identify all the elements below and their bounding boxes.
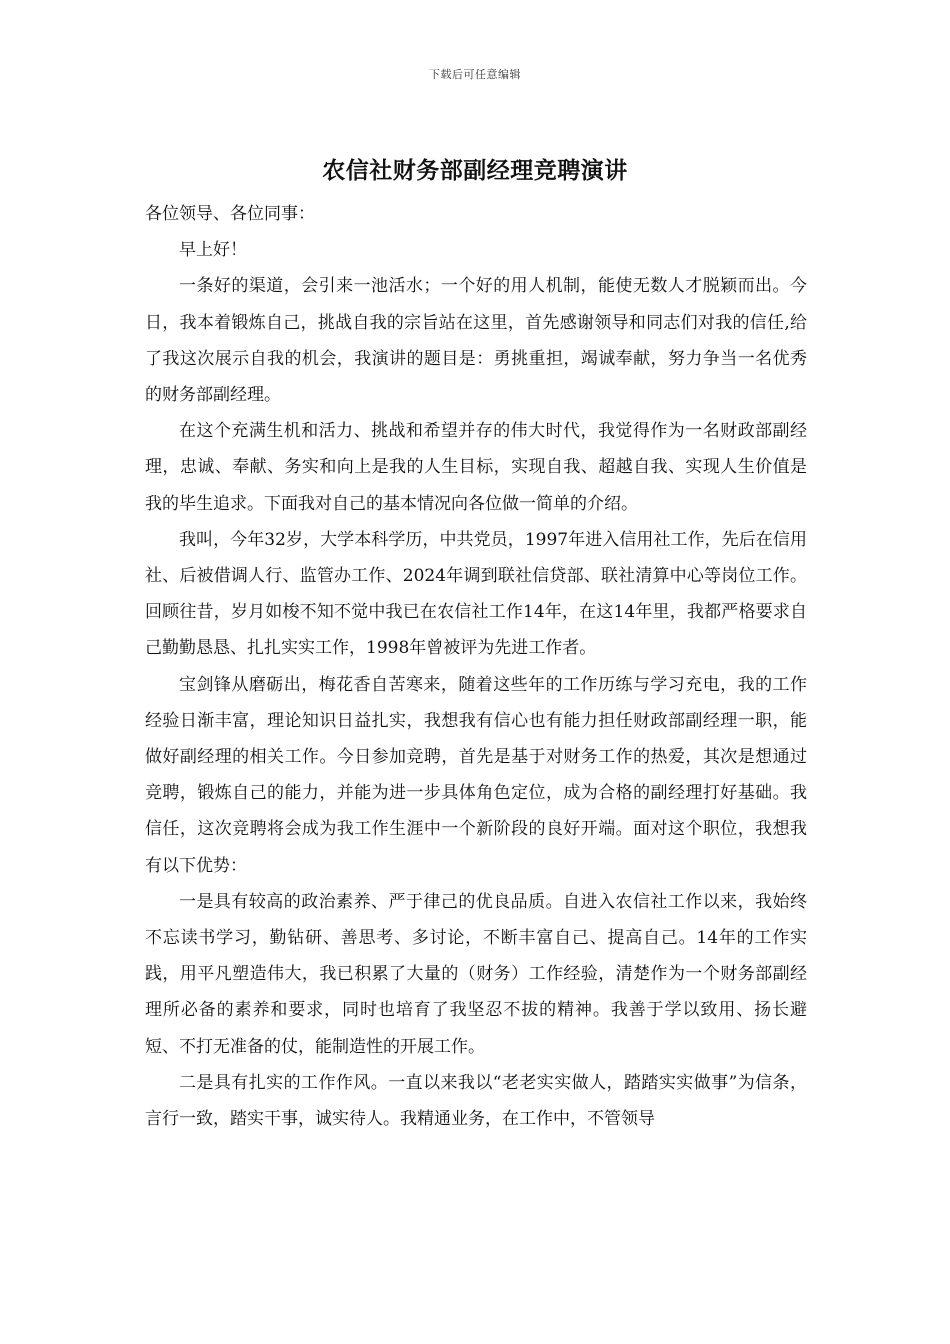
paragraph-motivation: 宝剑锋从磨砺出，梅花香自苦寒来，随着这些年的工作历练与学习充电，我的工作经验日渐丰富，理论知识日益扎实，我想我有信心也有能力担任财政部副经理一职，能做好副经理的相关工作。今日参加竞聘，首先是基于对财务工作的热爱，其次是想通过竞聘，锻炼自己的能力，并能为进一步具体角色定位，成为合格的副经理打好基础。我信任，这次竞聘将会成为我工作生涯中一个新阶段的良好开端。面对这个职位，我想我有以下优势： (145, 674, 807, 876)
paragraph-advantage-two: 二是具有扎实的工作作风。一直以来我以“老老实实做人，踏踏实实做事”为信条，言行一致，踏实干事，诚实待人。我精通业务，在工作中，不管领导 (145, 1072, 807, 1130)
paragraph-greeting: 早上好！ (179, 240, 247, 261)
document-title: 农信社财务部副经理竞聘演讲 (322, 157, 628, 184)
document-body (145, 196, 807, 1137)
paragraph-goals: 在这个充满生机和活力、挑战和希望并存的伟大时代，我觉得作为一名财政部副经理，忠诚、奉献、务实和向上是我的人生目标，实现自我、超越自我、实现人生价值是我的毕生追求。下面我对自己的基本情况向各位做一简单的介绍。 (145, 421, 807, 514)
salutation: 各位领导、各位同事： (145, 204, 315, 224)
paragraph-advantage-one: 一是具有较高的政治素养、严于律己的优良品质。自进入农信社工作以来，我始终不忘读书学习，勤钻研、善思考、多讨论，不断丰富自己、提高自己。14年的工作实践，用平凡塑造伟大，我已积累了大量的（财务）工作经验，清楚作为一个财务部副经理所必备的素养和要求，同时也培育了我坚忍不拔的精神。我善于学以致用、扬长避短、不打无准备的仗，能制造性的开展工作。 (145, 891, 807, 1057)
paragraph-background: 我叫，今年32岁，大学本科学历，中共党员，1997年进入信用社工作，先后在信用社、后被借调人行、监管办工作、2024年调到联社信贷部、联社清算中心等岗位工作。回顾往昔，岁月如梭不知不觉中我已在农信社工作14年，在这14年里，我都严格要求自己勤勤恳恳、扎扎实实工作，1998年曾被评为先进工作者。 (145, 529, 807, 659)
header-note: 下载后可任意编辑 (429, 68, 521, 81)
paragraph-opening: 一条好的渠道，会引来一池活水；一个好的用人机制，能使无数人才脱颖而出。今日，我本着锻炼自己，挑战自我的宗旨站在这里，首先感谢领导和同志们对我的信任,给了我这次展示自我的机会，我演讲的题目是：勇挑重担，竭诚奉献，努力争当一名优秀的财务部副经理。 (145, 276, 807, 406)
